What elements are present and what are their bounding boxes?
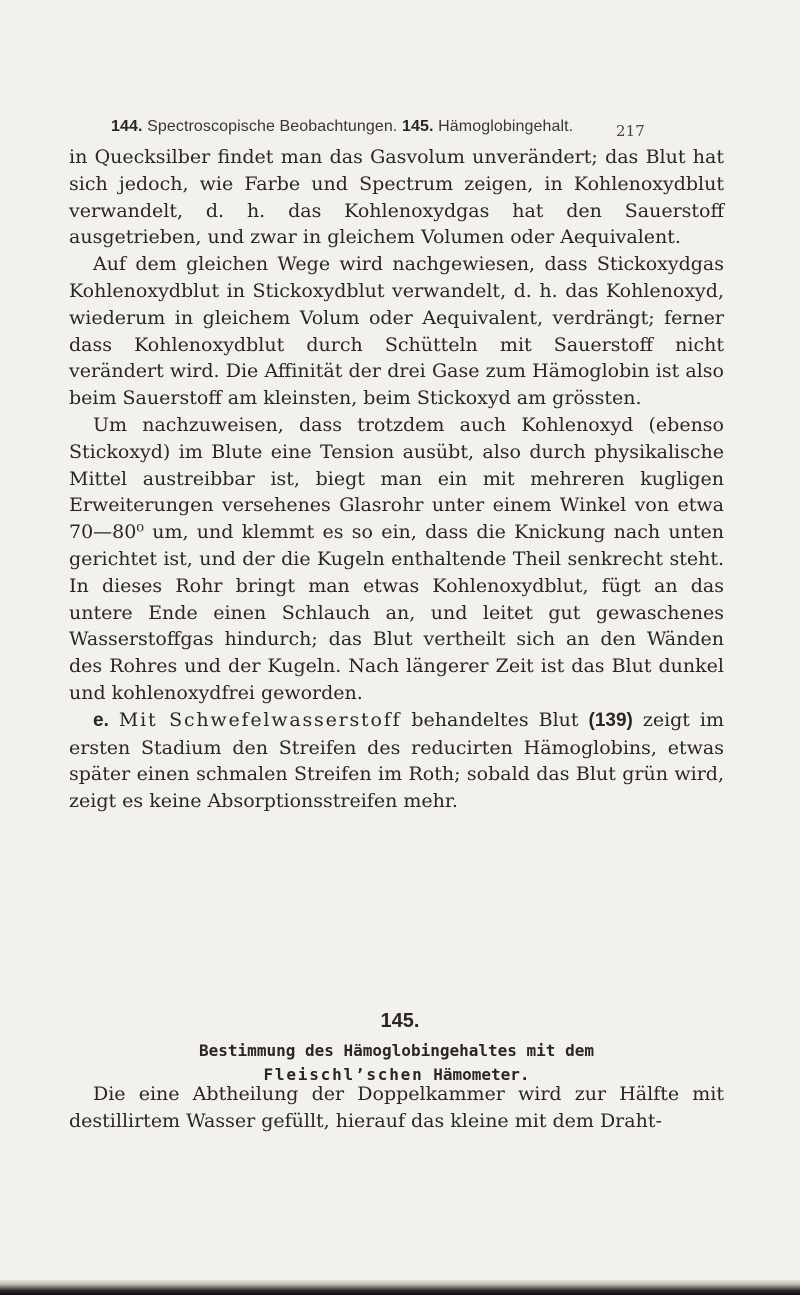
running-head-left-title: Spectroscopische Beobachtungen.: [147, 118, 398, 135]
paragraph-e-spaced-term: Mit Schwefelwasserstoff: [118, 708, 402, 731]
running-head-right-title: Hämoglobingehalt.: [438, 118, 574, 135]
page-number: 217: [616, 122, 645, 140]
main-text: [69, 144, 724, 815]
section-title-line-2-rest: Hämometer.: [433, 1065, 530, 1084]
scan-bottom-edge: [0, 1280, 800, 1295]
paragraph-e-rest: zeigt im ersten Stadium den Streifen des reducirten Hämoglobins, etwas später einen schmalen Streifen im Roth; sobald das Blut grün wird, zeigt es keine Absorptionsstreifen mehr.: [69, 708, 724, 813]
paragraph-3: Um nachzuweisen, dass trotzdem auch Kohlenoxyd (ebenso Stickoxyd) im Blute eine Tension ausübt, also durch physikalische Mittel austreibbar ist, biegt man ein mit mehreren kugligen Erweiterungen versehenes Glasrohr unter einem Winkel von etwa 70—80⁰ um, und klemmt es so ein, dass die Knickung nach unten gerichtet ist, und der die Kugeln enthaltende Theil senkrecht steht. In dieses Rohr bringt man etwas Kohlenoxydblut, fügt an das untere Ende einen Schlauch an, und leitet gut gewaschenes Wasserstoffgas hindurch; das Blut vertheilt sich an den Wänden des Rohres und der Kugeln. Nach längerer Zeit ist das Blut dunkel und kohlenoxydfrei geworden.: [69, 413, 724, 704]
section-paragraph: Die eine Abtheilung der Doppelkammer wird zur Hälfte mit destillirtem Wasser gefüllt, hierauf das kleine mit dem Draht-: [69, 1083, 724, 1132]
running-head-right-number: 145.: [402, 118, 434, 135]
running-head-left-number: 144.: [111, 118, 143, 135]
paragraph-e-before-ref: behandeltes Blut: [411, 708, 579, 731]
paragraph-e-label: e.: [93, 709, 109, 731]
paragraph-1: in Quecksilber findet man das Gasvolum unverändert; das Blut hat sich jedoch, wie Farbe und Spectrum zeigen, in Kohlenoxydblut verwandelt, d. h. das Kohlenoxydgas hat den Sauerstoff ausgetrieben, und zwar in gleichem Volumen oder Aequivalent.: [69, 146, 724, 249]
cross-reference: (139): [588, 709, 633, 731]
paragraph-e: [69, 707, 724, 815]
running-head: [111, 118, 671, 140]
section-title-spaced-name: Fleischl’schen: [263, 1065, 424, 1084]
section-title: [69, 1039, 724, 1087]
paragraph-2: Auf dem gleichen Wege wird nachgewiesen, dass Stickoxydgas Kohlenoxydblut in Stickoxydblut verwandelt, d. h. das Kohlenoxyd, wiederum in gleichem Volum oder Aequivalent, verdrängt; ferner dass Kohlenoxydblut durch Schütteln mit Sauerstoff nicht verändert wird. Die Affinität der drei Gase zum Hämoglobin ist also beim Sauerstoff am kleinsten, beim Stickoxyd am grössten.: [69, 253, 724, 410]
section-number: 145.: [380, 1010, 420, 1032]
section-body: [69, 1081, 724, 1135]
section-title-line-1: Bestimmung des Hämoglobingehaltes mit dem: [199, 1041, 594, 1060]
